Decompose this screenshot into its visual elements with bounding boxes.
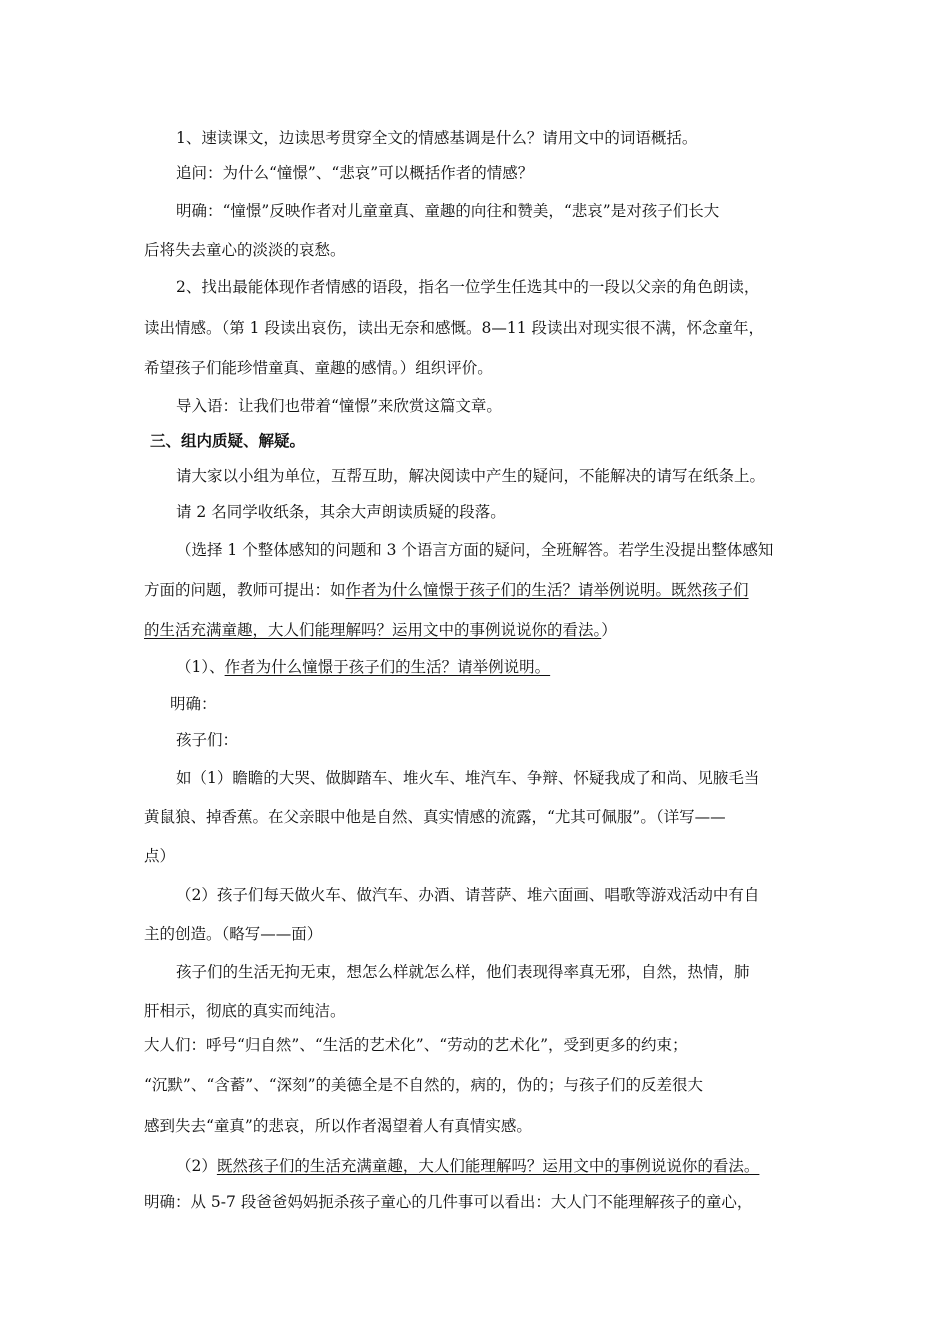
paragraph-3-line-2: 后将失去童心的淡淡的哀愁。 — [144, 241, 346, 259]
paragraph-12-line-2: “沉默”、“含蓄”、“深刻”的美德全是不自然的，病的，伪的；与孩子们的反差很大 — [144, 1076, 704, 1094]
question-1 — [0, 657, 950, 677]
paragraph-13: 明确：从 5-7 段爸爸妈妈扼杀孩子童心的几件事可以看出：大人门不能理解孩子的童心， — [144, 1193, 753, 1211]
paragraph-8-line-1: （选择 1 个整体感知的问题和 3 个语言方面的疑问，全班解答。若学生没提出整体感知 — [176, 541, 774, 559]
paragraph-9-line-3: 点） — [144, 847, 176, 865]
paragraph-1: 1、速读课文，边读思考贯穿全文的情感基调是什么？请用文中的词语概括。 — [176, 129, 698, 147]
paragraph-8-line-2 — [0, 580, 950, 600]
paragraph-12-line-1: 大人们：呼号“归自然”、“生活的艺术化”、“劳动的艺术化”，受到更多的约束； — [144, 1036, 688, 1054]
question-1-number: （1）、 — [176, 658, 225, 676]
question-2 — [0, 1156, 950, 1176]
paragraph-12-line-3: 感到失去“童真”的悲哀，所以作者渴望着人有真情实感。 — [144, 1117, 532, 1135]
paragraph-2: 追问：为什么“憧憬”、“悲哀”可以概括作者的情感？ — [176, 164, 534, 182]
section-heading-3: 三、组内质疑、解疑。 — [150, 432, 306, 450]
underlined-question: 作者为什么憧憬于孩子们的生活？请举例说明。既然孩子们 — [345, 581, 749, 599]
paragraph-8-close: ） — [601, 621, 617, 639]
paragraph-4-line-2: 读出情感。（第 1 段读出哀伤，读出无奈和感慨。8—11 段读出对现实很不满，怀念童年， — [144, 319, 764, 337]
paragraph-8-line-3 — [0, 620, 950, 640]
paragraph-11-line-2: 肝相示，彻底的真实而纯洁。 — [144, 1002, 346, 1020]
paragraph-7: 请 2 名同学收纸条，其余大声朗读质疑的段落。 — [176, 503, 506, 521]
question-1-text: 作者为什么憧憬于孩子们的生活？请举例说明。 — [224, 658, 551, 676]
paragraph-5: 导入语：让我们也带着“憧憬”来欣赏这篇文章。 — [176, 397, 502, 415]
answer-label-1: 明确： — [170, 695, 217, 713]
paragraph-10-line-2: 主的创造。（略写——面） — [144, 925, 323, 943]
paragraph-4-line-3: 希望孩子们能珍惜童真、童趣的感情。）组织评价。 — [144, 359, 493, 377]
paragraph-10-line-1: （2）孩子们每天做火车、做汽车、办酒、请菩萨、堆六面画、唱歌等游戏活动中有自 — [176, 886, 760, 904]
paragraph-11-line-1: 孩子们的生活无拘无束，想怎么样就怎么样，他们表现得率真无邪，自然，热情，肺 — [176, 963, 750, 981]
kids-label: 孩子们： — [176, 731, 239, 749]
paragraph-9-line-1: 如（1）瞻瞻的大哭、做脚踏车、堆火车、堆汽车、争辩、怀疑我成了和尚、见腋毛当 — [176, 769, 760, 787]
paragraph-9-line-2: 黄鼠狼、掉香蕉。在父亲眼中他是自然、真实情感的流露，“尤其可佩服”。（详写—— — [144, 808, 726, 826]
question-2-number: （2） — [176, 1157, 217, 1175]
question-2-text: 既然孩子们的生活充满童趣，大人们能理解吗？运用文中的事例说说你的看法。 — [216, 1157, 760, 1175]
paragraph-4-line-1: 2、找出最能体现作者情感的语段，指名一位学生任选其中的一段以父亲的角色朗读， — [176, 278, 760, 296]
paragraph-3-line-1: 明确：“憧憬”反映作者对儿童童真、童趣的向往和赞美，“悲哀”是对孩子们长大 — [176, 202, 720, 220]
underlined-question-cont: 的生活充满童趣，大人们能理解吗？运用文中的事例说说你的看法。 — [144, 621, 602, 639]
paragraph-8-line-2-text: 方面的问题，教师可提出：如 — [144, 581, 346, 599]
paragraph-6: 请大家以小组为单位，互帮互助，解决阅读中产生的疑问，不能解决的请写在纸条上。 — [176, 467, 766, 485]
